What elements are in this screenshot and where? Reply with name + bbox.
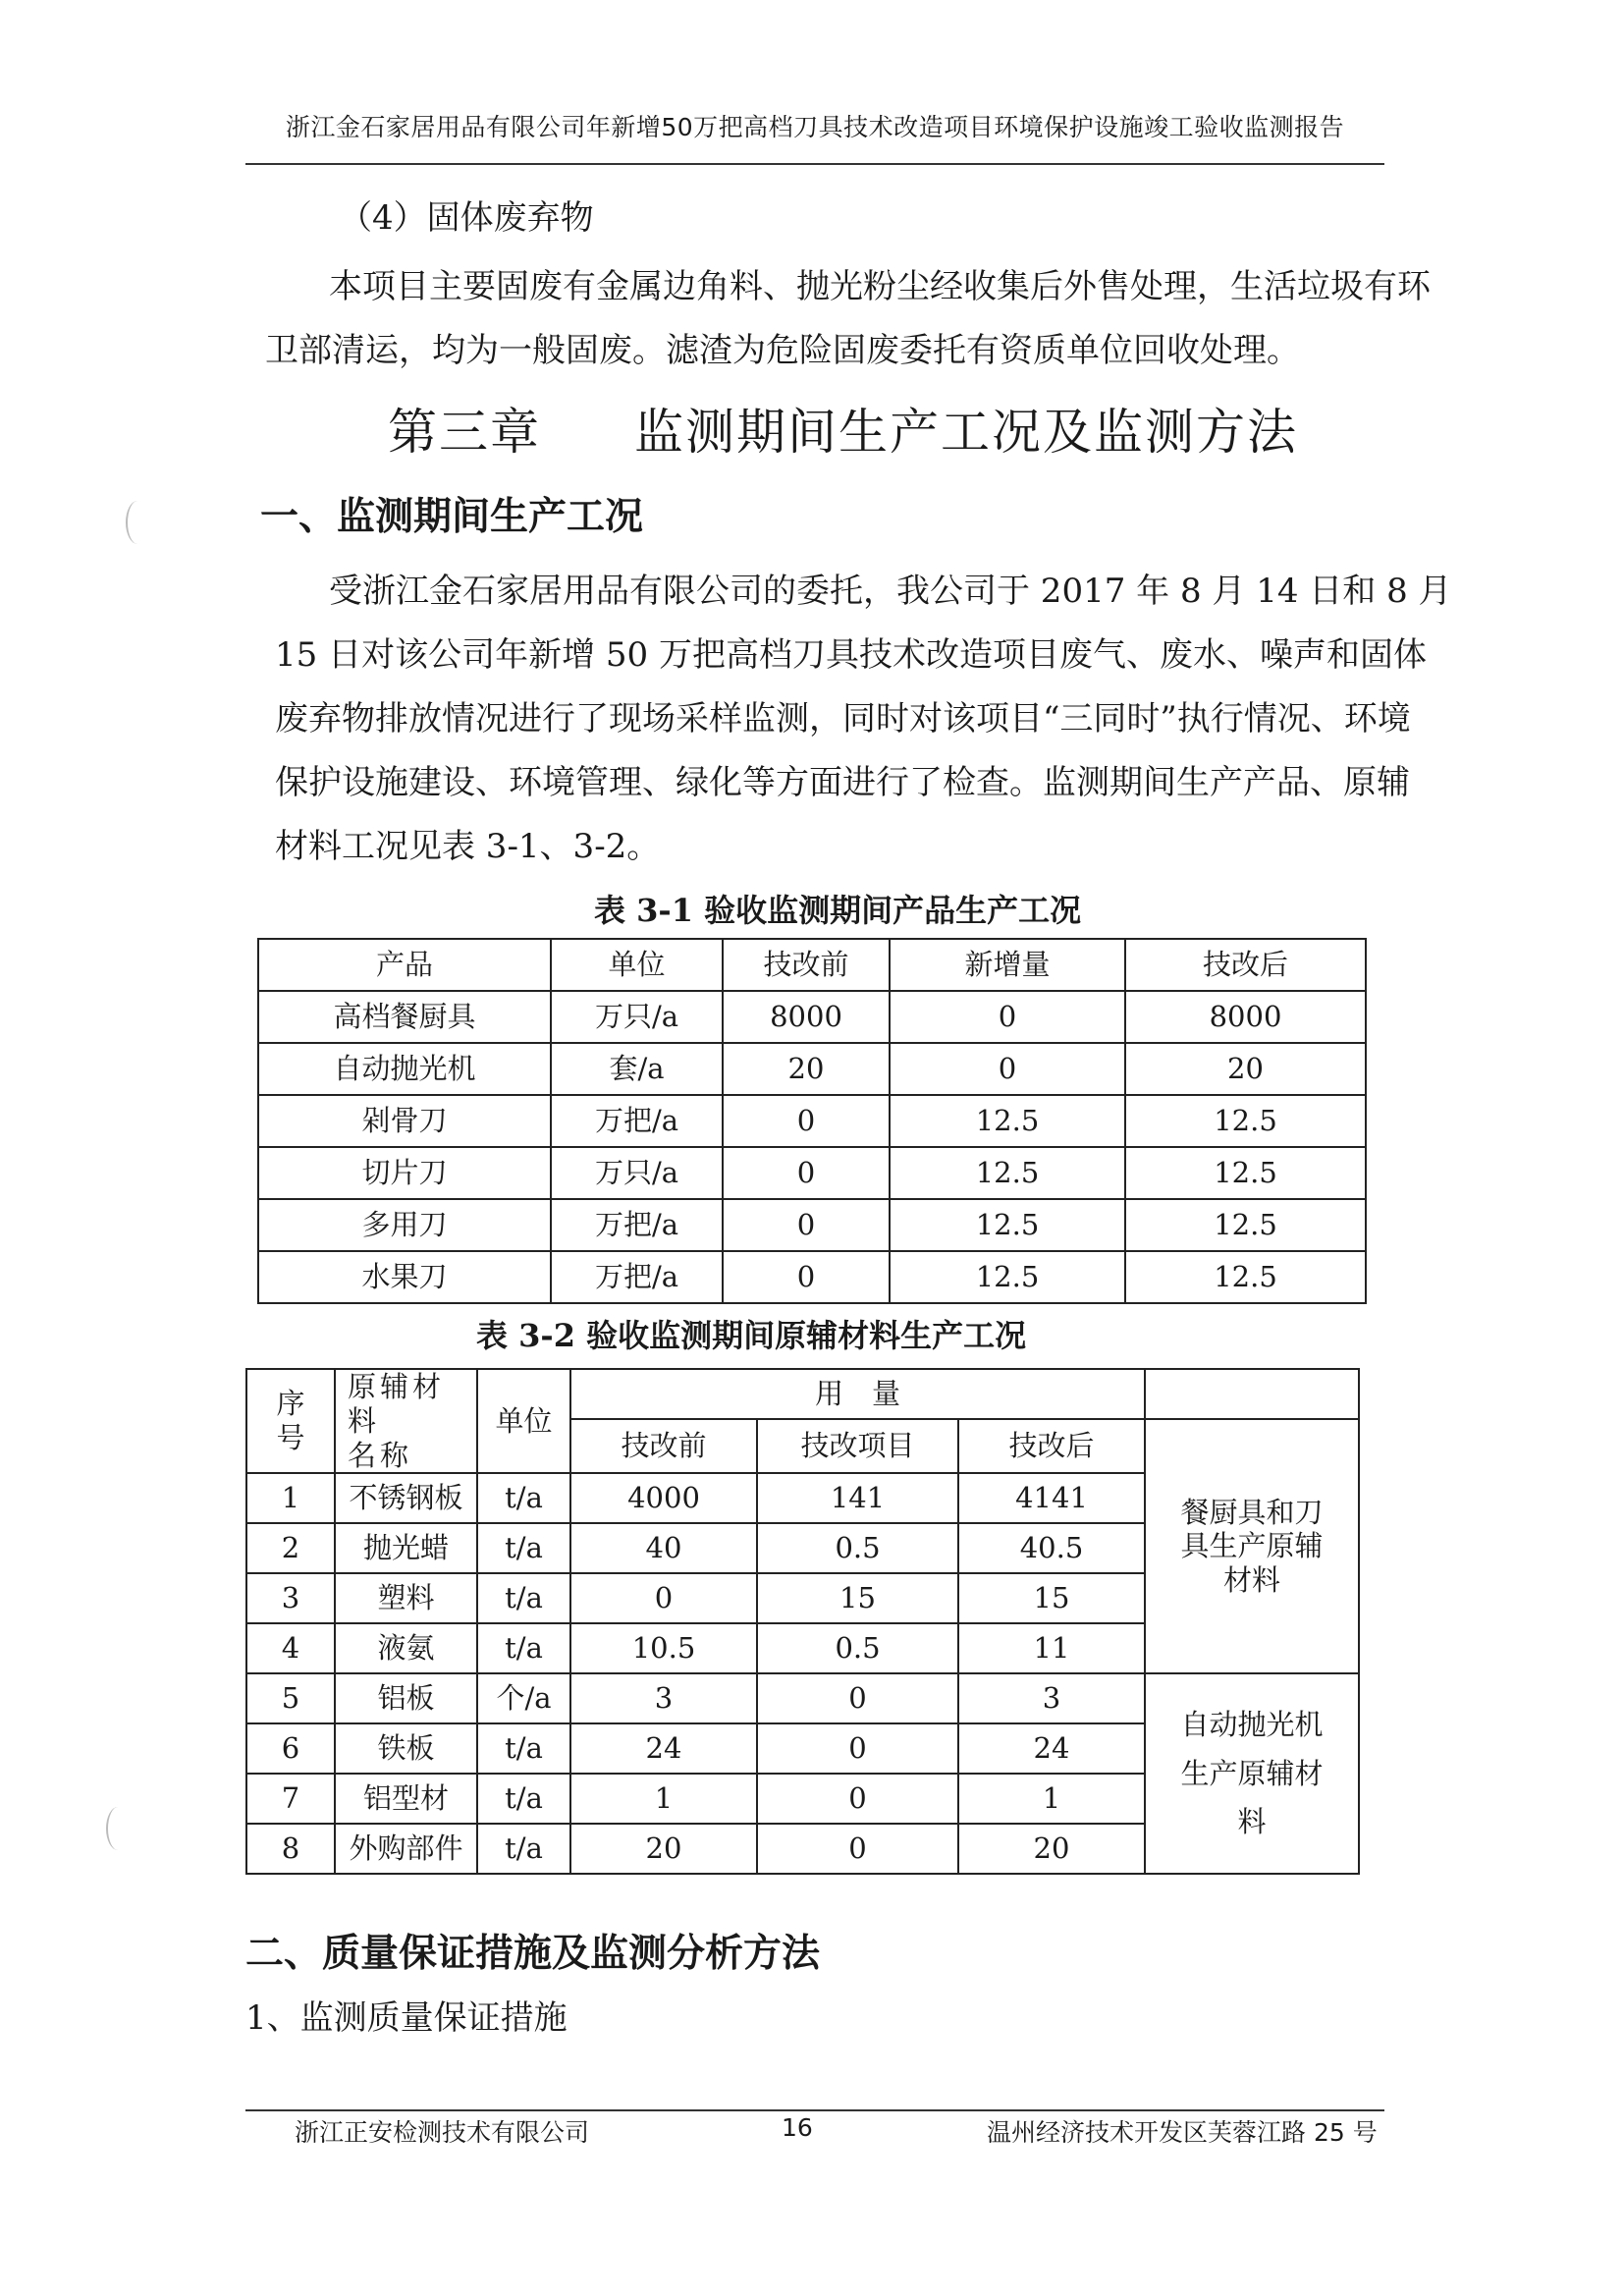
solid-waste-line-1: 本项目主要固废有金属边角料、抛光粉尘经收集后外售处理，生活垃圾有环 — [329, 267, 1431, 306]
table-cell: t/a — [477, 1824, 570, 1874]
table-cell: 3 — [570, 1673, 757, 1723]
table2-caption: 表 3-2 验收监测期间原辅材料生产工况 — [476, 1317, 1027, 1354]
table-row — [258, 1043, 1366, 1095]
table-cell: 12.5 — [1125, 1095, 1366, 1147]
table-cell: 8 — [246, 1824, 335, 1874]
table-cell: t/a — [477, 1523, 570, 1573]
table1-caption: 表 3-1 验收监测期间产品生产工况 — [594, 892, 1082, 929]
table-cell: 15 — [757, 1573, 958, 1623]
table-cell: 外购部件 — [335, 1824, 477, 1874]
table-cell: 0 — [757, 1723, 958, 1774]
table-row — [246, 1673, 1359, 1723]
table-cell: 5 — [246, 1673, 335, 1723]
table-cell: 20 — [958, 1824, 1145, 1874]
table-cell: 20 — [570, 1824, 757, 1874]
chapter-heading — [388, 393, 1298, 464]
table-cell: 套/a — [551, 1043, 723, 1095]
section1-line-5: 材料工况见表 3-1、3-2。 — [275, 827, 661, 866]
table-cell: 15 — [958, 1573, 1145, 1623]
footer-page-number: 16 — [782, 2113, 813, 2142]
table-cell: 0 — [723, 1251, 890, 1303]
table-cell: 水果刀 — [258, 1251, 551, 1303]
table-cell: 铝型材 — [335, 1774, 477, 1824]
section1-line-3: 废弃物排放情况进行了现场采样监测，同时对该项目“三同时”执行情况、环境 — [275, 699, 1411, 738]
table-cell: 0 — [890, 991, 1125, 1043]
table2-subheader-cell: 技改前 — [570, 1419, 757, 1473]
table-cell: 0 — [890, 1043, 1125, 1095]
table-cell: 切片刀 — [258, 1147, 551, 1199]
footer-divider — [245, 2109, 1384, 2111]
table1-header-cell: 技改后 — [1125, 939, 1366, 991]
table-cell: 铁板 — [335, 1723, 477, 1774]
table-cell: 抛光蜡 — [335, 1523, 477, 1573]
table-cell: 铝板 — [335, 1673, 477, 1723]
table-cell: 12.5 — [890, 1199, 1125, 1251]
table-cell: 12.5 — [1125, 1251, 1366, 1303]
chapter-number: 第三章 — [388, 404, 541, 461]
table2-header-seq: 序 号 — [246, 1369, 335, 1473]
table-cell: 0 — [723, 1199, 890, 1251]
table-cell: 1 — [958, 1774, 1145, 1824]
table-cell: t/a — [477, 1774, 570, 1824]
table-cell: 12.5 — [890, 1147, 1125, 1199]
table2-group-b: 自动抛光机 生产原辅材 料 — [1145, 1673, 1359, 1874]
table2-header-usage: 用 量 — [570, 1369, 1145, 1419]
table-cell: 10.5 — [570, 1623, 757, 1673]
table-cell: 多用刀 — [258, 1199, 551, 1251]
table-row — [258, 1095, 1366, 1147]
table-cell: 24 — [570, 1723, 757, 1774]
page-header: 浙江金石家居用品有限公司年新增50万把高档刀具技术改造项目环境保护设施竣工验收监测报告 — [285, 113, 1345, 141]
section1-title: 一、监测期间生产工况 — [260, 495, 644, 539]
header-divider — [245, 163, 1384, 165]
table2-header-blank — [1145, 1369, 1359, 1419]
subsection1-title: 1、监测质量保证措施 — [245, 1998, 568, 2038]
table-cell: 0 — [723, 1147, 890, 1199]
table-cell: 11 — [958, 1623, 1145, 1673]
table-cell: 7 — [246, 1774, 335, 1824]
section1-line-2: 15 日对该公司年新增 50 万把高档刀具技术改造项目废气、废水、噪声和固体 — [275, 635, 1427, 675]
table-cell: 3 — [958, 1673, 1145, 1723]
table1-header-row — [258, 939, 1366, 991]
table1-header-cell: 单位 — [551, 939, 723, 991]
table1-header-cell: 技改前 — [723, 939, 890, 991]
chapter-title: 监测期间生产工况及监测方法 — [634, 404, 1298, 461]
table-cell: 1 — [246, 1473, 335, 1523]
table-cell: 0.5 — [757, 1623, 958, 1673]
table-cell: 自动抛光机 — [258, 1043, 551, 1095]
table-3-1 — [257, 938, 1367, 1304]
table-cell: 4 — [246, 1623, 335, 1673]
table2-header-unit: 单位 — [477, 1369, 570, 1473]
section4-title: （4）固体废弃物 — [339, 198, 594, 238]
table-cell: t/a — [477, 1723, 570, 1774]
solid-waste-line-2: 卫部清运，均为一般固废。滤渣为危险固废委托有资质单位回收处理。 — [265, 331, 1300, 370]
table2-group-a: 餐厨具和刀 具生产原辅 材料 — [1145, 1419, 1359, 1673]
table-cell: 6 — [246, 1723, 335, 1774]
table-cell: 24 — [958, 1723, 1145, 1774]
table-cell: 0.5 — [757, 1523, 958, 1573]
table-cell: 1 — [570, 1774, 757, 1824]
table-cell: 万把/a — [551, 1095, 723, 1147]
table-cell: 12.5 — [1125, 1147, 1366, 1199]
table-cell: 141 — [757, 1473, 958, 1523]
table2-header-name: 原辅材料 名称 — [335, 1369, 477, 1473]
footer-address: 温州经济技术开发区芙蓉江路 25 号 — [987, 2118, 1378, 2147]
table-row — [258, 1251, 1366, 1303]
table-row — [258, 1199, 1366, 1251]
table-cell: 8000 — [723, 991, 890, 1043]
table1-header-cell: 产品 — [258, 939, 551, 991]
table-cell: 0 — [757, 1824, 958, 1874]
table1-header-cell: 新增量 — [890, 939, 1125, 991]
table-cell: 0 — [757, 1673, 958, 1723]
table-cell: 12.5 — [1125, 1199, 1366, 1251]
table-cell: 4000 — [570, 1473, 757, 1523]
table2-subheader-cell: 技改后 — [958, 1419, 1145, 1473]
table-cell: t/a — [477, 1623, 570, 1673]
table-cell: 3 — [246, 1573, 335, 1623]
table-cell: 0 — [570, 1573, 757, 1623]
table-cell: 4141 — [958, 1473, 1145, 1523]
table-cell: 40.5 — [958, 1523, 1145, 1573]
table-cell: 剁骨刀 — [258, 1095, 551, 1147]
binding-hole-mark — [126, 501, 149, 544]
table-cell: 高档餐厨具 — [258, 991, 551, 1043]
table-cell: t/a — [477, 1573, 570, 1623]
table-cell: 万只/a — [551, 991, 723, 1043]
table-cell: 0 — [757, 1774, 958, 1824]
table-row — [258, 991, 1366, 1043]
table-cell: 个/a — [477, 1673, 570, 1723]
table2-header-row — [246, 1369, 1359, 1419]
table-cell: 20 — [1125, 1043, 1366, 1095]
table-cell: 不锈钢板 — [335, 1473, 477, 1523]
table-cell: t/a — [477, 1473, 570, 1523]
table-cell: 万只/a — [551, 1147, 723, 1199]
table-3-2 — [245, 1368, 1360, 1875]
table2-subheader-cell: 技改项目 — [757, 1419, 958, 1473]
section1-line-4: 保护设施建设、环境管理、绿化等方面进行了检查。监测期间生产产品、原辅 — [275, 763, 1410, 802]
footer-company: 浙江正安检测技术有限公司 — [295, 2118, 590, 2147]
table-cell: 40 — [570, 1523, 757, 1573]
table-cell: 20 — [723, 1043, 890, 1095]
table-cell: 2 — [246, 1523, 335, 1573]
table-cell: 万把/a — [551, 1251, 723, 1303]
table-cell: 12.5 — [890, 1251, 1125, 1303]
binding-hole-mark — [106, 1807, 130, 1850]
table-cell: 0 — [723, 1095, 890, 1147]
section2-title: 二、质量保证措施及监测分析方法 — [245, 1932, 821, 1976]
table-cell: 液氨 — [335, 1623, 477, 1673]
table-cell: 8000 — [1125, 991, 1366, 1043]
table-cell: 万把/a — [551, 1199, 723, 1251]
section1-line-1: 受浙江金石家居用品有限公司的委托，我公司于 2017 年 8 月 14 日和 8 月 — [329, 572, 1452, 611]
table-row — [258, 1147, 1366, 1199]
table-cell: 12.5 — [890, 1095, 1125, 1147]
table-cell: 塑料 — [335, 1573, 477, 1623]
